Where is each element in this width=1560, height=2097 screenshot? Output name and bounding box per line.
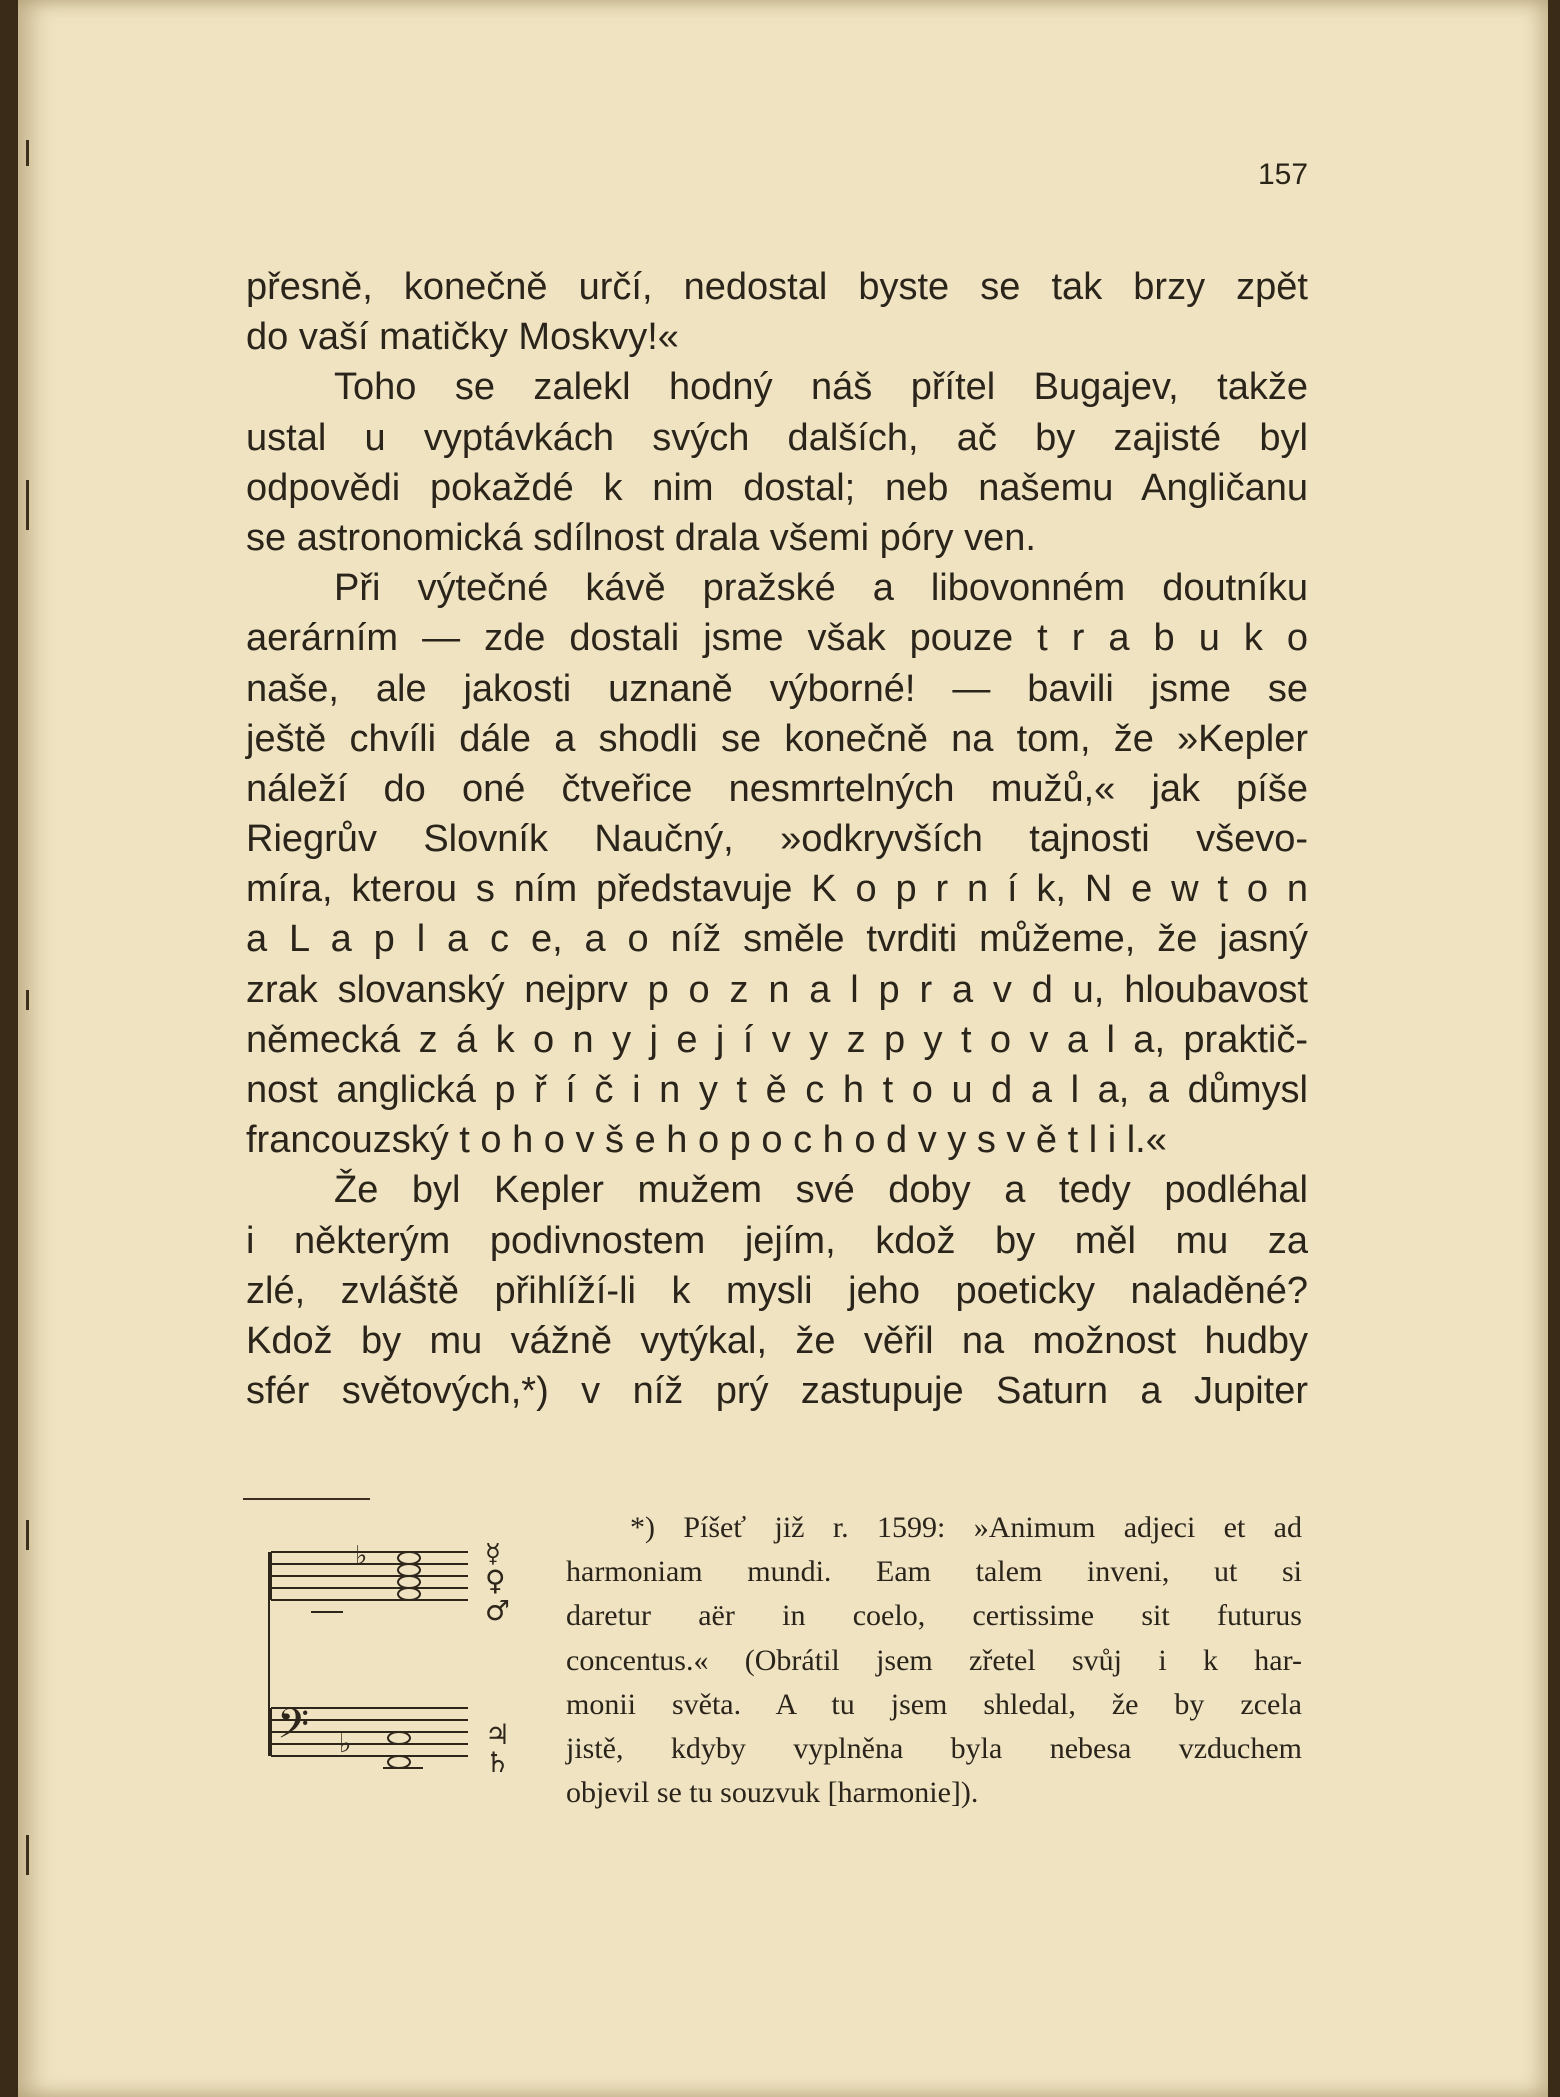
text-line: Že byl Kepler mužem své doby a tedy podléhal xyxy=(334,1169,1308,1212)
text-line: náleží do oné čtveřice nesmrtelných mužů,« jak píše xyxy=(246,767,1308,810)
text-line: odpovědi pokaždé k nim dostal; neb našemu Angličanu xyxy=(246,466,1308,509)
saturn-symbol-icon: ♄ xyxy=(485,1746,511,1779)
text-line: míra, kterou s ním představuje K o p r n í k, N e w t o n xyxy=(246,868,1308,911)
text-line: i některým podivnostem jejím, kdož by měl mu za xyxy=(246,1219,1308,1262)
music-notation-figure xyxy=(263,1538,548,1818)
footnote-line: *) Píšeť již r. 1599: »Animum adjeci et ad xyxy=(630,1511,1302,1544)
book-page xyxy=(18,0,1548,2097)
text-line: Při výtečné kávě pražské a libovonném doutníku xyxy=(334,567,1308,610)
bass-clef-icon: 𝄢 xyxy=(277,1700,310,1758)
text-line: francouzský t o h o v š e h o p o c h o d v y s v ě t l i l.« xyxy=(246,1119,1167,1162)
text-line: Toho se zalekl hodný náš přítel Bugajev, takže xyxy=(334,366,1308,409)
text-line: nost anglická p ř í č i n y t ě c h t o u d a l a, a důmysl xyxy=(246,1069,1308,1111)
text-line: Riegrův Slovník Naučný, »odkryvších tajnosti vševo- xyxy=(246,818,1308,861)
text-line: se astronomická sdílnost drala všemi póry ven. xyxy=(246,516,1036,559)
footnote-line: jistě, kdyby vyplněna byla nebesa vzduchem xyxy=(566,1731,1302,1765)
footnote-line: objevil se tu souzvuk [harmonie]). xyxy=(566,1776,979,1810)
text-line: Kdož by mu vážně vytýkal, že věřil na možnost hudby xyxy=(246,1319,1308,1362)
text-line: ještě chvíli dále a shodli se konečně na tom, že »Kepler xyxy=(246,717,1308,760)
binding-edge-marks xyxy=(18,0,48,2097)
footnote-line: concentus.« (Obrátil jsem zřetel svůj i k har- xyxy=(566,1643,1302,1677)
text-line: zlé, zvláště přihlíží-li k mysli jeho poeticky naladěné? xyxy=(246,1269,1308,1312)
mercury-symbol-icon: ☿ xyxy=(485,1539,501,1569)
flat-sign: ♭ xyxy=(339,1729,352,1759)
footnote xyxy=(566,1506,1302,1815)
venus-symbol-icon: ♀ xyxy=(485,1564,506,1597)
text-line: německá z á k o n y j e j í v y z p y t o v a l a, praktič- xyxy=(246,1018,1308,1061)
main-text xyxy=(246,262,1308,1416)
text-line: aerárním — zde dostali jsme však pouze t r a b u k o xyxy=(246,617,1308,660)
text-line: do vaší matičky Moskvy!« xyxy=(246,316,679,359)
mars-symbol-icon: ♂ xyxy=(485,1594,511,1627)
footnote-separator xyxy=(243,1498,370,1500)
text-line: sfér světových,*) v níž prý zastupuje Saturn a Jupiter xyxy=(246,1370,1308,1413)
footnote-line: harmoniam mundi. Eam talem inveni, ut si xyxy=(566,1555,1302,1589)
footnote-line: monii světa. A tu jsem shledal, že by zcela xyxy=(566,1687,1302,1721)
text-line: ustal u vyptávkách svých dalších, ač by zajisté byl xyxy=(246,416,1308,459)
text-line: a L a p l a c e, a o níž směle tvrditi můžeme, že jasný xyxy=(246,918,1308,961)
text-line: zrak slovanský nejprv p o z n a l p r a v d u, hloubavost xyxy=(246,968,1308,1011)
jupiter-symbol-icon: ♃ xyxy=(485,1718,511,1751)
text-line: naše, ale jakosti uznaně výborné! — bavili jsme se xyxy=(246,667,1308,710)
footnote-line: daretur aër in coelo, certissime sit futurus xyxy=(566,1599,1302,1633)
text-line: přesně, konečně určí, nedostal byste se tak brzy zpět xyxy=(246,266,1308,308)
flat-sign: ♭ xyxy=(355,1541,368,1571)
page-number: 157 xyxy=(1258,158,1309,191)
